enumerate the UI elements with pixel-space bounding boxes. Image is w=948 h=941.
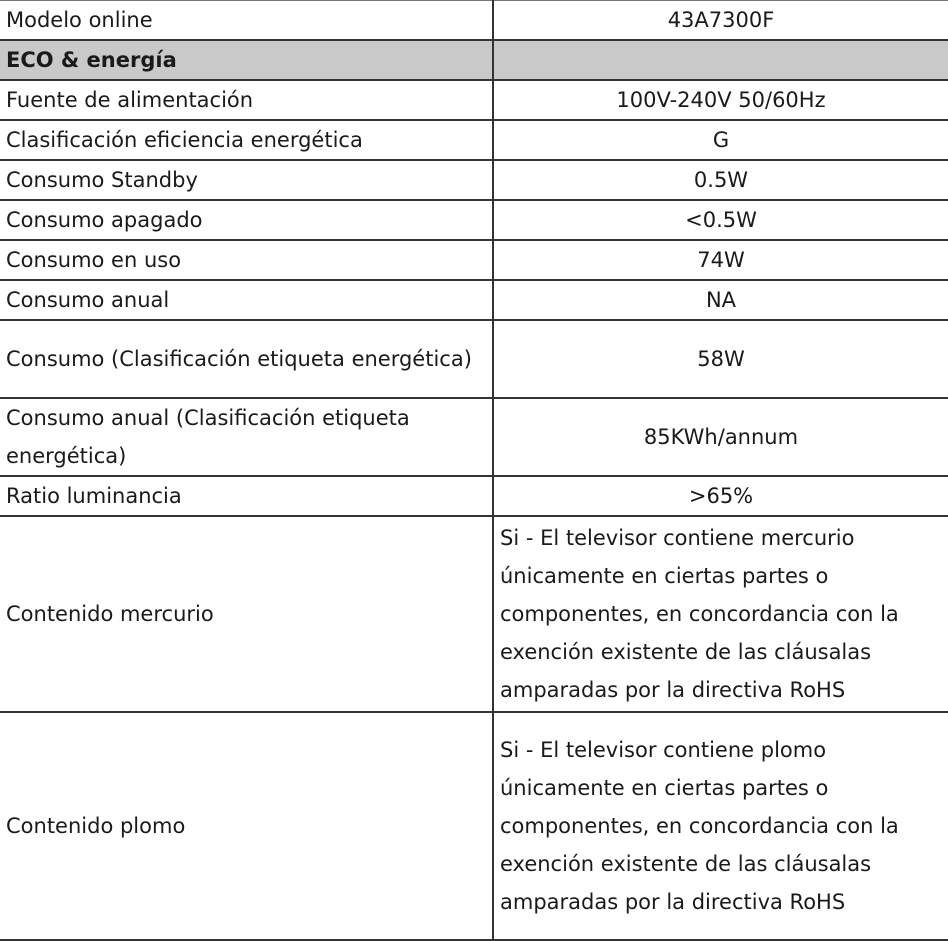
row-value-consumo-anual-etiqueta: 85KWh/annum [493, 398, 948, 476]
row-value-consumo-apagado: <0.5W [493, 200, 948, 240]
row-label-modelo-online: Modelo online [0, 1, 493, 41]
row-label-consumo-anual: Consumo anual [0, 280, 493, 320]
section-empty-cell [493, 40, 948, 80]
row-label-ratio-luminancia: Ratio luminancia [0, 476, 493, 516]
row-value-consumo-anual: NA [493, 280, 948, 320]
row-value-modelo-online: 43A7300F [493, 1, 948, 41]
table-row [0, 280, 948, 320]
row-label-consumo-en-uso: Consumo en uso [0, 240, 493, 280]
row-label-contenido-mercurio: Contenido mercurio [0, 516, 493, 712]
row-value-consumo-standby: 0.5W [493, 160, 948, 200]
row-value-contenido-plomo: Si - El televisor contiene plomo únicamente en ciertas partes o componentes, en concordancia con la exención existente de las cláusalas amparadas por la directiva RoHS [493, 712, 948, 940]
row-label-clasificacion-eficiencia: Clasificación eficiencia energética [0, 120, 493, 160]
row-value-contenido-mercurio: Si - El televisor contiene mercurio únicamente en ciertas partes o componentes, en concordancia con la exención existente de las cláusalas amparadas por la directiva RoHS [493, 516, 948, 712]
section-header-row [0, 40, 948, 80]
table-row [0, 398, 948, 476]
row-label-consumo-anual-etiqueta: Consumo anual (Clasificación etiqueta energética) [0, 398, 493, 476]
row-label-consumo-etiqueta: Consumo (Clasificación etiqueta energética) [0, 320, 493, 398]
table-row [0, 476, 948, 516]
table-row [0, 320, 948, 398]
table-row [0, 120, 948, 160]
table-row [0, 160, 948, 200]
row-value-consumo-etiqueta: 58W [493, 320, 948, 398]
row-label-contenido-plomo: Contenido plomo [0, 712, 493, 940]
table-row [0, 80, 948, 120]
table-row [0, 516, 948, 712]
row-value-consumo-en-uso: 74W [493, 240, 948, 280]
table-row [0, 712, 948, 940]
row-value-clasificacion-eficiencia: G [493, 120, 948, 160]
row-label-fuente-alimentacion: Fuente de alimentación [0, 80, 493, 120]
row-value-ratio-luminancia: >65% [493, 476, 948, 516]
section-title-eco-energia: ECO & energía [0, 40, 493, 80]
table-row [0, 1, 948, 41]
row-label-consumo-apagado: Consumo apagado [0, 200, 493, 240]
table-row [0, 240, 948, 280]
table-row [0, 200, 948, 240]
row-label-consumo-standby: Consumo Standby [0, 160, 493, 200]
row-value-fuente-alimentacion: 100V-240V 50/60Hz [493, 80, 948, 120]
